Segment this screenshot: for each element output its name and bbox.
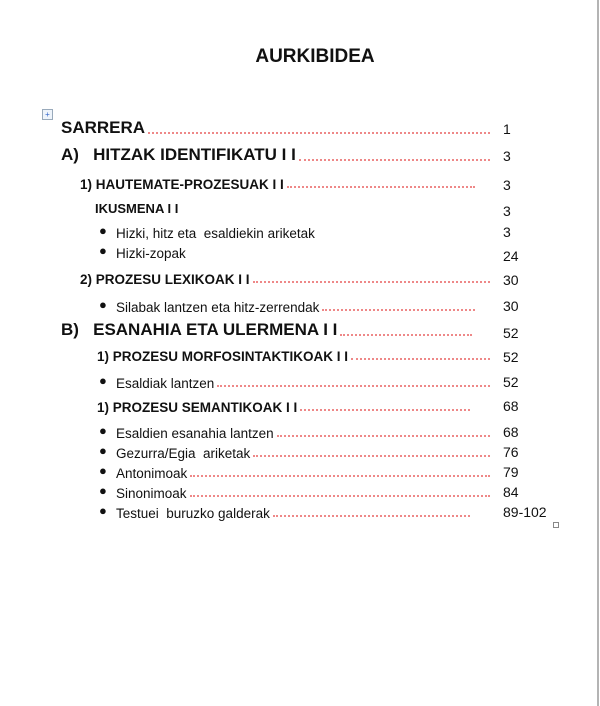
toc-entry-label: 1) HAUTEMATE-PROZESUAK I I [80,177,284,192]
toc-entry-label: Esaldien esanahia lantzen [116,426,274,441]
toc-page-number: 84 [503,484,519,500]
toc-entry[interactable] [61,118,490,138]
toc-entry[interactable] [116,295,475,315]
toc-entry[interactable] [61,320,472,340]
toc-page-number: 3 [503,177,511,193]
table-resize-handle-icon[interactable] [553,522,559,528]
toc-page-number: 30 [503,272,519,288]
toc-page-number: 52 [503,325,519,341]
toc-page-number: 76 [503,444,519,460]
toc-entry[interactable] [97,344,490,364]
toc-entry-label: Sinonimoak [116,486,187,501]
toc-entry[interactable] [116,501,470,521]
toc-entry[interactable] [61,145,490,165]
toc-entry-label: Antonimoak [116,466,188,481]
dot-leader [253,279,490,283]
dot-leader [277,433,490,437]
dot-leader [287,184,475,188]
toc-entry-label: Hizki-zopak [116,246,186,261]
dot-leader [322,307,475,311]
dot-leader [190,473,490,477]
toc-page-number: 89-102 [503,504,547,520]
bullet-icon: ● [99,243,107,258]
toc-entry-label: 2) PROZESU LEXIKOAK I I [80,272,250,287]
toc-page-number: 3 [503,224,511,240]
toc-entry[interactable] [80,267,490,287]
dot-leader [351,356,490,360]
dot-leader [190,493,490,497]
toc-entry-label: Silabak lantzen eta hitz-zerrendak [116,300,320,315]
toc-entry[interactable] [116,371,490,391]
toc-entry-label: Esaldiak lantzen [116,376,215,391]
bullet-icon: ● [99,443,107,458]
toc-entry[interactable] [116,481,490,501]
toc-entry[interactable] [95,196,178,216]
toc-entry-label: Hizki, hitz eta esaldiekin ariketak [116,226,315,241]
toc-page-number: 30 [503,298,519,314]
toc-page-number: 24 [503,248,519,264]
toc-page-number: 68 [503,398,519,414]
bullet-icon: ● [99,483,107,498]
dot-leader [148,130,490,134]
dot-leader [299,157,490,161]
toc-entry-label: 1) PROZESU SEMANTIKOAK I I [97,400,298,415]
page-title: AURKIBIDEA [255,46,375,67]
toc-entry[interactable] [97,395,470,415]
dot-leader [340,332,472,336]
dot-leader [300,407,470,411]
bullet-icon: ● [99,223,107,238]
toc-entry[interactable] [116,421,490,441]
toc-entry-label: Gezurra/Egia ariketak [116,446,251,461]
bullet-icon: ● [99,503,107,518]
toc-page-number: 68 [503,424,519,440]
toc-entry[interactable] [116,441,490,461]
toc-entry[interactable] [116,241,186,261]
toc-entry-label: 1) PROZESU MORFOSINTAKTIKOAK I I [97,349,349,364]
toc-entry-label: B) ESANAHIA ETA ULERMENA I I [61,320,338,339]
page-edge [597,0,599,706]
toc-entry-label: IKUSMENA I I [95,201,179,216]
toc-page-number: 79 [503,464,519,480]
toc-page-number: 3 [503,148,511,164]
table-move-handle-icon[interactable]: + [42,109,53,120]
toc-entry[interactable] [116,221,315,241]
toc-entry[interactable] [80,172,475,192]
toc-entry-label: A) HITZAK IDENTIFIKATU I I [61,145,296,164]
toc-entry[interactable] [116,461,490,481]
bullet-icon: ● [99,373,107,388]
toc-page-number: 52 [503,349,519,365]
toc-entry-label: SARRERA [61,118,146,137]
bullet-icon: ● [99,297,107,312]
bullet-icon: ● [99,463,107,478]
dot-leader [253,453,490,457]
dot-leader [273,513,470,517]
toc-page-number: 52 [503,374,519,390]
dot-leader [217,383,490,387]
toc-entry-label: Testuei buruzko galderak [116,506,270,521]
toc-page-number: 3 [503,203,511,219]
bullet-icon: ● [99,423,107,438]
toc-page-number: 1 [503,121,511,137]
